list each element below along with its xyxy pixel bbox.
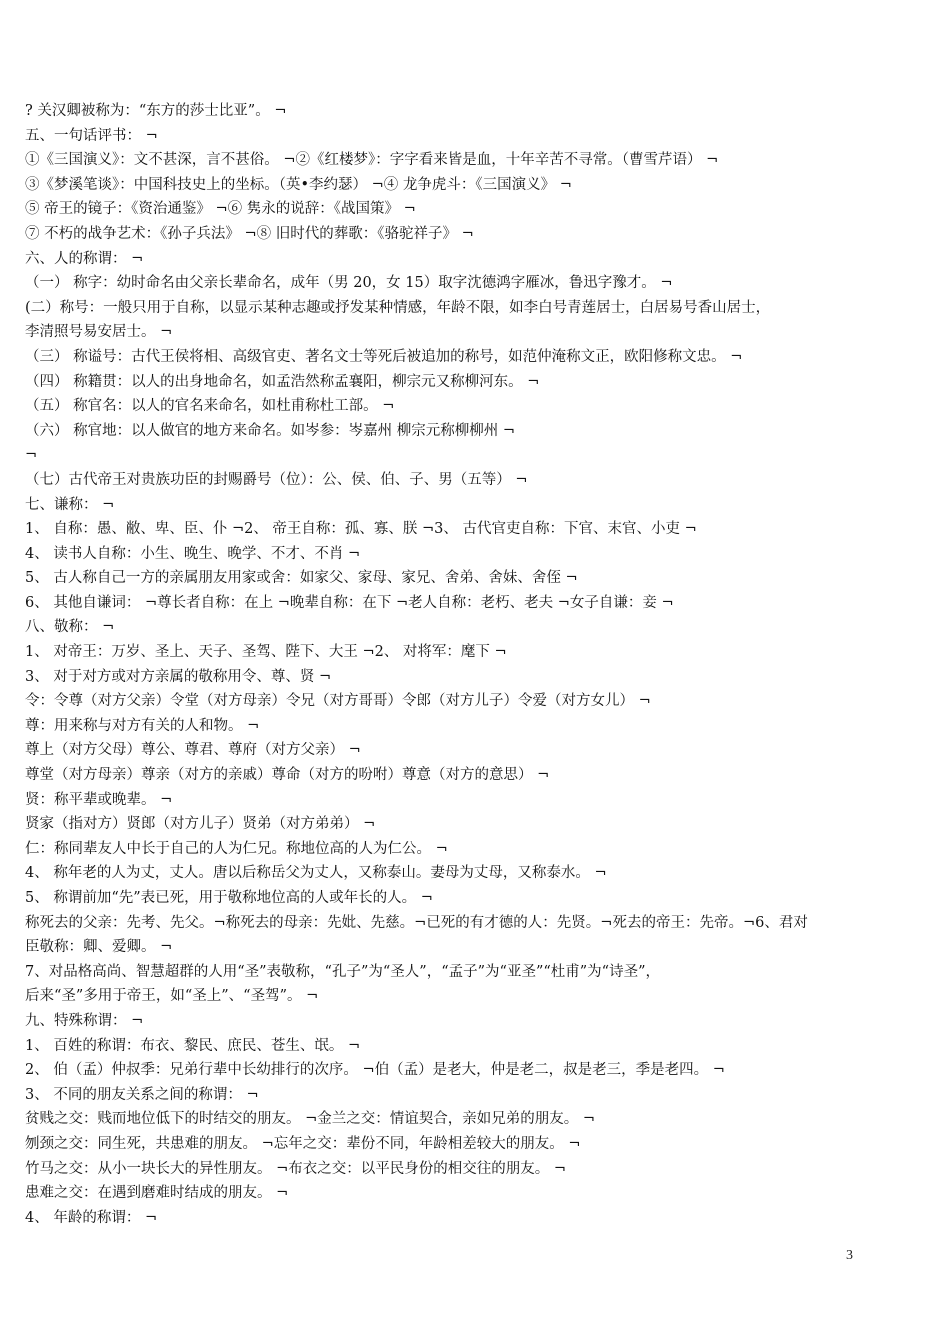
text-line: 尊堂（对方母亲）尊亲（对方的亲戚）尊命（对方的吩咐）尊意（对方的意思） ¬	[25, 767, 550, 784]
text-line: 1、 对帝王：万岁、圣上、天子、圣驾、陛下、大王 ¬2、 对将军：麾下 ¬	[25, 644, 507, 661]
text-line: ③《梦溪笔谈》：中国科技史上的坐标。（英•李约瑟） ¬④ 龙争虎斗：《三国演义》 ¬	[25, 176, 572, 193]
text-line: （四） 称籍贯：以人的出身地命名，如孟浩然称孟襄阳，柳宗元又称柳河东。 ¬	[25, 373, 540, 390]
text-line: （三） 称谥号：古代王侯将相、高级官吏、著名文士等死后被追加的称号，如范仲淹称文正，欧阳修称文忠。 ¬	[25, 348, 743, 365]
text-line: 2、 伯（孟）仲叔季：兄弟行辈中长幼排行的次序。 ¬伯（孟）是老大，仲是老二，叔是老三，季是老四。 ¬	[25, 1062, 725, 1079]
text-line: （六） 称官地：以人做官的地方来命名。如岑参：岑嘉州 柳宗元称柳柳州 ¬	[25, 422, 515, 439]
text-line: 5、 古人称自己一方的亲属朋友用家或舍：如家父、家母、家兄、舍弟、舍妹、舍侄 ¬	[25, 570, 578, 587]
text-line: ¬	[25, 447, 38, 464]
text-line: 3、 不同的朋友关系之间的称谓： ¬	[25, 1086, 259, 1103]
text-line: (二）称号：一般只用于自称，以显示某种志趣或抒发某种情感，年龄不限，如李白号青莲居士，白居易号香山居士，	[25, 299, 771, 316]
text-line: 尊：用来称与对方有关的人和物。 ¬	[25, 717, 260, 734]
page-number: 3	[846, 1248, 853, 1263]
text-line: （一） 称字：幼时命名由父亲长辈命名，成年（男 20，女 15）取字沈德鸿字雁冰，鲁迅字豫才。 ¬	[25, 275, 673, 292]
text-line: 4、 年龄的称谓： ¬	[25, 1209, 158, 1226]
text-line: 1、 自称：愚、敝、卑、臣、仆 ¬2、 帝王自称：孤、寡、朕 ¬3、 古代官吏自称：下官、末官、小吏 ¬	[25, 521, 697, 538]
text-line: ①《三国演义》：文不甚深，言不甚俗。 ¬②《红楼梦》：字字看来皆是血，十年辛苦不寻常。（曹雪芹语） ¬	[25, 152, 719, 169]
text-line: 5、 称谓前加“先”表已死，用于敬称地位高的人或年长的人。 ¬	[25, 890, 433, 906]
text-line: 八、敬称： ¬	[25, 619, 115, 636]
text-line: 贫贱之交：贱而地位低下的时结交的朋友。 ¬金兰之交：情谊契合，亲如兄弟的朋友。 ¬	[25, 1111, 596, 1128]
text-line: 4、 读书人自称：小生、晚生、晚学、不才、不肖 ¬	[25, 545, 361, 562]
text-line: 六、人的称谓： ¬	[25, 250, 144, 267]
text-line: 竹马之交：从小一块长大的异性朋友。 ¬布衣之交：以平民身份的相交往的朋友。 ¬	[25, 1160, 567, 1177]
text-line: 臣敬称：卿、爱卿。 ¬	[25, 939, 173, 956]
text-line: 贤家（指对方）贤郎（对方儿子）贤弟（对方弟弟） ¬	[25, 816, 376, 833]
text-line: ⑤ 帝王的镜子：《资治通鉴》 ¬⑥ 隽永的说辞：《战国策》 ¬	[25, 201, 416, 218]
text-line: 称死去的父亲：先考、先父。¬称死去的母亲：先妣、先慈。¬已死的有才德的人：先贤。¬死去的帝王：先帝。¬6、君对	[25, 914, 808, 931]
text-line: 李清照号易安居士。 ¬	[25, 324, 173, 341]
text-line: 刎颈之交：同生死，共患难的朋友。 ¬忘年之交：辈份不同，年龄相差较大的朋友。 ¬	[25, 1135, 581, 1152]
text-line: 4、 称年老的人为丈，丈人。唐以后称岳父为丈人，又称泰山。妻母为丈母，又称泰水。 ¬	[25, 865, 607, 882]
text-line: 1、 百姓的称谓：布衣、黎民、庶民、苍生、氓。 ¬	[25, 1037, 361, 1054]
document-body	[25, 99, 865, 1230]
text-line: 仁：称同辈友人中长于自己的人为仁兄。称地位高的人为仁公。 ¬	[25, 840, 448, 857]
text-line: （五） 称官名：以人的官名来命名，如杜甫称杜工部。 ¬	[25, 398, 395, 415]
text-line: 令：令尊（对方父亲）令堂（对方母亲）令兄（对方哥哥）令郎（对方儿子）令爱（对方女儿） ¬	[25, 693, 651, 710]
text-line: ⑦ 不朽的战争艺术：《孙子兵法》 ¬⑧ 旧时代的葬歌：《骆驼祥子》 ¬	[25, 225, 474, 242]
text-line: （七）古代帝王对贵族功臣的封赐爵号（位）：公、侯、伯、子、男（五等） ¬	[25, 471, 528, 488]
text-line: 7、对品格高尚、智慧超群的人用“圣”表敬称，“孔子”为“圣人”，“孟子”为“亚圣”“杜甫”为“诗圣”，	[25, 963, 661, 980]
text-line: ? 关汉卿被称为：“东方的莎士比亚”。 ¬	[25, 103, 287, 119]
text-line: 后来“圣”多用于帝王，如“圣上”、“圣驾”。 ¬	[25, 988, 319, 1005]
text-line: 贤：称平辈或晚辈。 ¬	[25, 791, 173, 808]
text-line: 3、 对于对方或对方亲属的敬称用令、尊、贤 ¬	[25, 668, 332, 685]
text-line: 患难之交：在遇到磨难时结成的朋友。 ¬	[25, 1185, 289, 1202]
text-line: 尊上（对方父母）尊公、尊君、尊府（对方父亲） ¬	[25, 742, 361, 759]
text-line: 九、特殊称谓： ¬	[25, 1012, 144, 1029]
text-line: 五、一句话评书： ¬	[25, 127, 158, 144]
text-line: 6、 其他自谦词： ¬尊长者自称：在上 ¬晚辈自称：在下 ¬老人自称：老朽、老夫 ¬女子自谦：妾 ¬	[25, 594, 674, 611]
text-line: 七、谦称： ¬	[25, 496, 115, 513]
